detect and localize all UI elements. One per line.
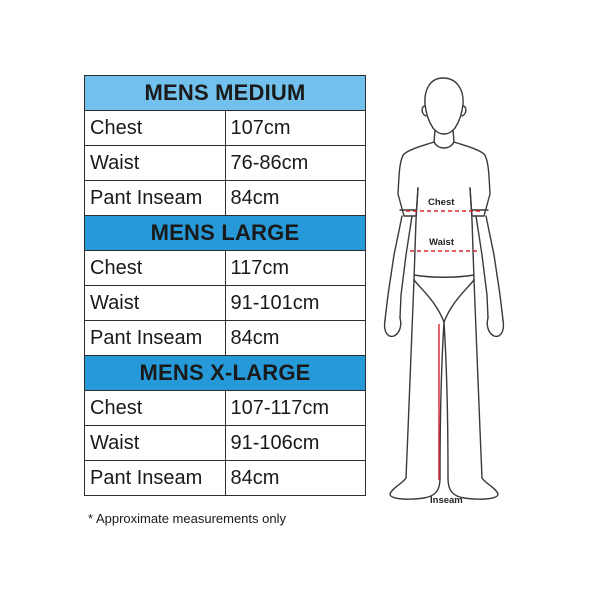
measure-value: 107cm [225, 111, 366, 146]
table-row [85, 461, 366, 496]
size-chart-table [84, 75, 366, 496]
measure-value: 84cm [225, 321, 366, 356]
measure-value: 107-117cm [225, 391, 366, 426]
measure-label: Pant Inseam [85, 461, 226, 496]
chest-measure-label: Chest [428, 197, 455, 208]
measure-label: Waist [85, 286, 226, 321]
measure-value: 84cm [225, 181, 366, 216]
table-row [85, 286, 366, 321]
measure-value: 84cm [225, 461, 366, 496]
footnote: * Approximate measurements only [88, 511, 286, 526]
size-title: MENS X-LARGE [85, 356, 366, 391]
waist-measure-label: Waist [429, 237, 454, 248]
measure-value: 91-106cm [225, 426, 366, 461]
size-header-medium [85, 76, 366, 111]
table-row [85, 391, 366, 426]
measure-value: 117cm [225, 251, 366, 286]
size-title: MENS MEDIUM [85, 76, 366, 111]
body-outline-icon [372, 70, 542, 510]
table-row [85, 146, 366, 181]
size-header-large [85, 216, 366, 251]
measure-label: Chest [85, 391, 226, 426]
measure-label: Waist [85, 146, 226, 181]
table-row [85, 321, 366, 356]
table-row [85, 111, 366, 146]
inseam-measure-label: Inseam [430, 495, 463, 506]
table-row [85, 181, 366, 216]
measure-label: Pant Inseam [85, 321, 226, 356]
table-row [85, 426, 366, 461]
table-row [85, 251, 366, 286]
measure-label: Chest [85, 251, 226, 286]
size-title: MENS LARGE [85, 216, 366, 251]
measure-label: Waist [85, 426, 226, 461]
body-figure [372, 70, 542, 510]
measure-label: Pant Inseam [85, 181, 226, 216]
measure-value: 91-101cm [225, 286, 366, 321]
size-header-x-large [85, 356, 366, 391]
measure-value: 76-86cm [225, 146, 366, 181]
measure-label: Chest [85, 111, 226, 146]
